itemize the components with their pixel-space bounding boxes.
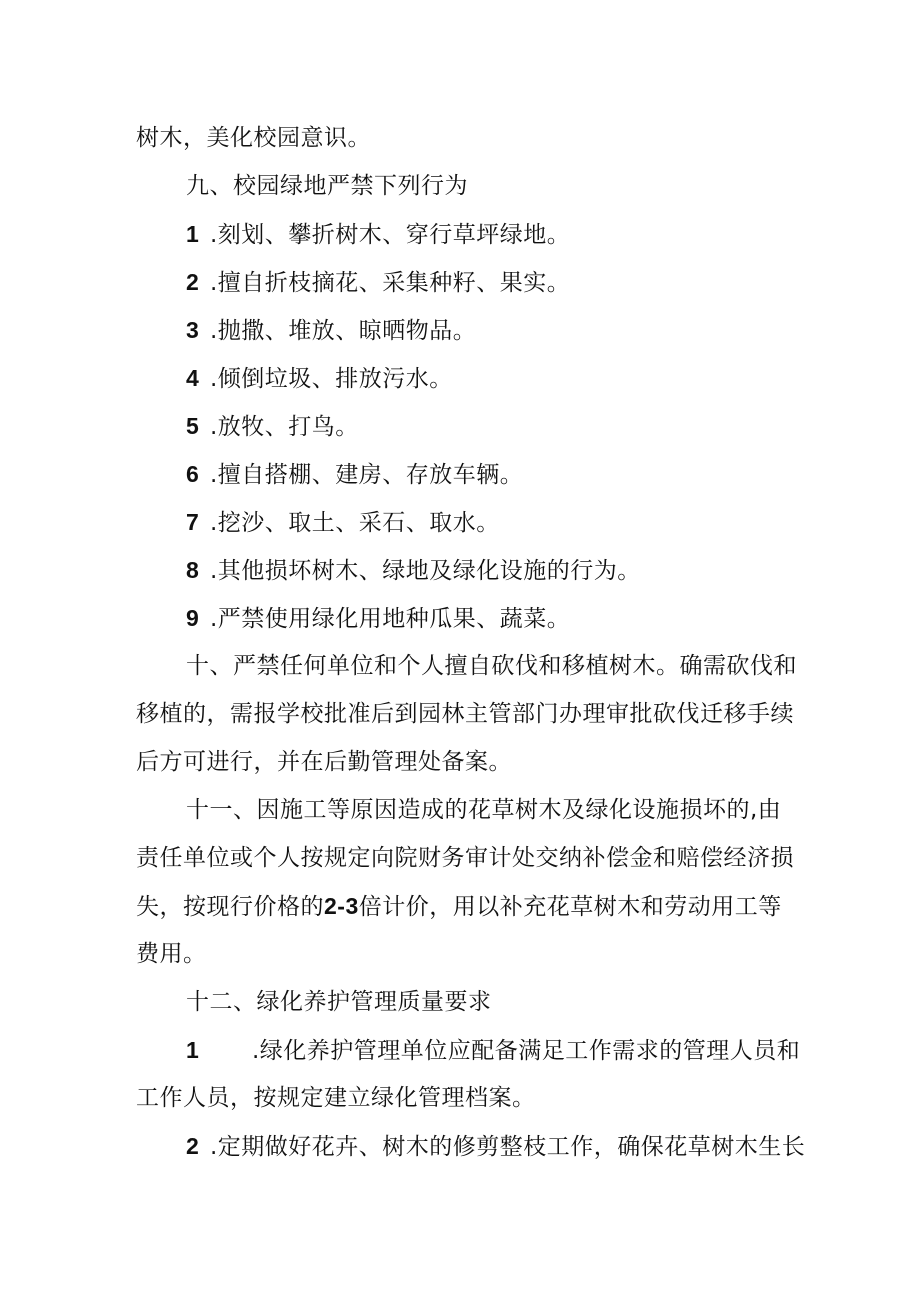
list-item — [0, 267, 920, 298]
item-number: 1 — [186, 221, 200, 247]
paragraph-line — [0, 1083, 920, 1113]
paragraph-line — [0, 651, 920, 681]
line-text: 失，按现行价格的 — [136, 894, 324, 920]
list-item — [0, 363, 920, 394]
item-text: .挖沙、取土、采石、取水。 — [210, 510, 500, 536]
list-item — [0, 315, 920, 346]
line-text: 十、严禁任何单位和个人擅自砍伐和移植树木。确需砍伐和 — [186, 653, 797, 679]
line-text: 倍计价，用以补充花草树木和劳动用工等 — [358, 894, 782, 920]
item-number: 2 — [186, 269, 200, 295]
list-item — [0, 603, 920, 634]
list-item — [0, 219, 920, 250]
list-item — [0, 507, 920, 538]
item-number: 5 — [186, 413, 200, 439]
item-text: .严禁使用绿化用地种瓜果、蔬菜。 — [210, 606, 571, 632]
list-item — [0, 411, 920, 442]
item-number: 1 — [186, 1037, 200, 1063]
paragraph-line — [0, 891, 920, 922]
section-heading — [0, 987, 920, 1017]
item-number: 8 — [186, 557, 200, 583]
item-text: .刻划、攀折树木、穿行草坪绿地。 — [210, 222, 571, 248]
line-text: 后方可进行，并在后勤管理处备案。 — [136, 749, 512, 775]
item-text: .放牧、打鸟。 — [210, 414, 359, 440]
paragraph-line — [0, 939, 920, 969]
text-line — [0, 123, 920, 153]
paragraph-line — [0, 747, 920, 777]
list-item — [0, 459, 920, 490]
item-number: 9 — [186, 605, 200, 631]
item-number: 2 — [186, 1133, 200, 1159]
item-number: 3 — [186, 317, 200, 343]
item-text: .擅自搭棚、建房、存放车辆。 — [210, 462, 524, 488]
item-text: .其他损坏树木、绿地及绿化设施的行为。 — [210, 558, 641, 584]
section-heading — [0, 171, 920, 201]
list-item — [0, 555, 920, 586]
item-text: .倾倒垃圾、排放污水。 — [210, 366, 453, 392]
paragraph-line — [0, 699, 920, 729]
item-text: .绿化养护管理单位应配备满足工作需求的管理人员和 — [252, 1038, 801, 1064]
section-heading-text: 九、校园绿地严禁下列行为 — [186, 173, 468, 199]
item-text: .定期做好花卉、树木的修剪整枝工作，确保花草树木生长 — [210, 1134, 806, 1160]
line-text: 费用。 — [136, 941, 207, 967]
item-number: 6 — [186, 461, 200, 487]
item-number: 7 — [186, 509, 200, 535]
line-text: 责任单位或个人按规定向院财务审计处交纳补偿金和赔偿经济损 — [136, 845, 794, 871]
line-text: 移植的，需报学校批准后到园林主管部门办理审批砍伐迁移手续 — [136, 701, 794, 727]
item-text: .抛撒、堆放、晾晒物品。 — [210, 318, 477, 344]
section-heading-text: 十二、绿化养护管理质量要求 — [186, 989, 492, 1015]
price-multiplier: 2-3 — [324, 893, 359, 919]
list-item — [0, 1035, 920, 1066]
paragraph-line — [0, 795, 920, 825]
item-number: 4 — [186, 365, 200, 391]
line-text: 工作人员，按规定建立绿化管理档案。 — [136, 1085, 536, 1111]
line-text: 树木，美化校园意识。 — [136, 125, 371, 151]
item-text: .擅自折枝摘花、采集种籽、果实。 — [210, 270, 571, 296]
line-text: 十一、因施工等原因造成的花草树木及绿化设施损坏的,由 — [186, 797, 782, 823]
list-item — [0, 1131, 920, 1162]
paragraph-line — [0, 843, 920, 873]
